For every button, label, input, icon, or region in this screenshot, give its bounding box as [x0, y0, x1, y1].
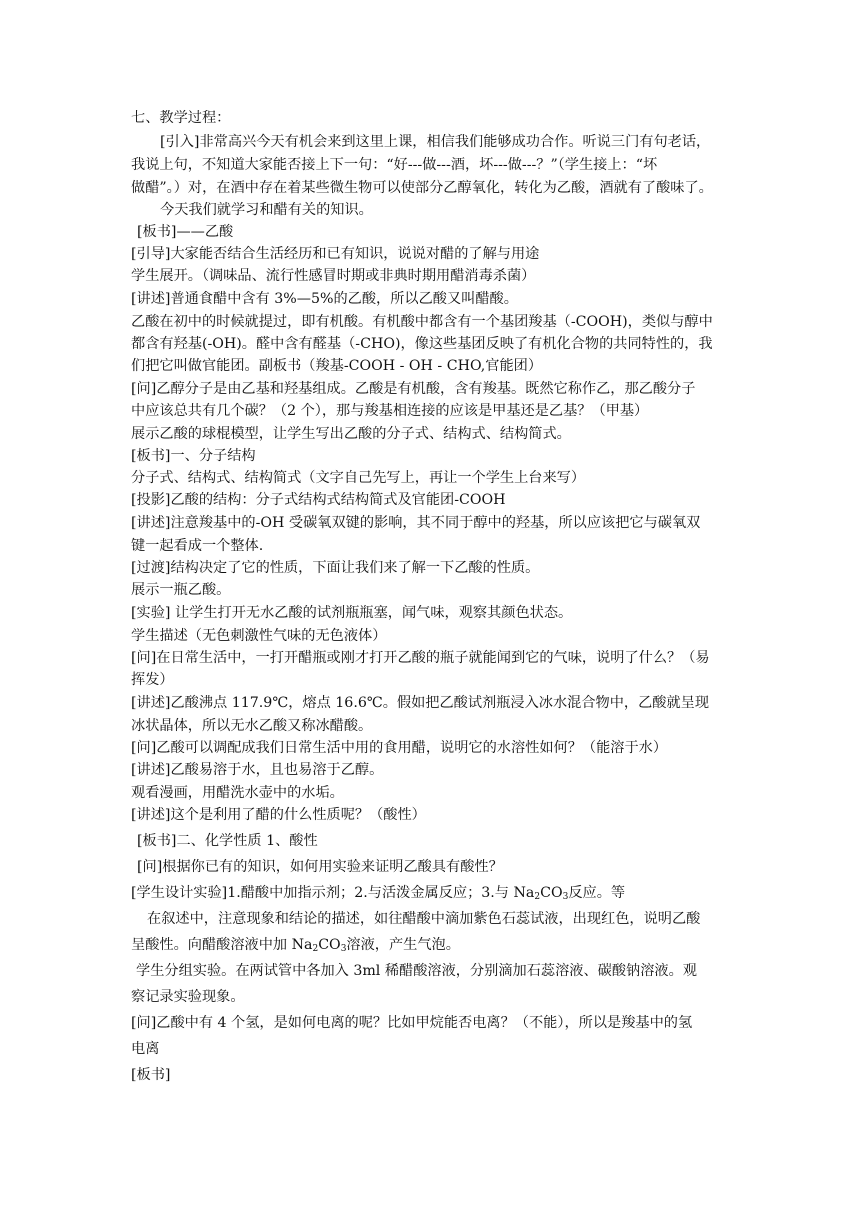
subscript: 2	[312, 944, 319, 954]
paragraph-line: [投影]乙酸的结构：分子式结构式结构简式及官能团-COOH	[131, 492, 506, 508]
text-run: CO	[540, 885, 563, 901]
paragraph-line: 挥发）	[131, 672, 174, 688]
paragraph-line: 观看漫画，用醋洗水壶中的水垢。	[131, 785, 344, 801]
paragraph-line: [板书]	[131, 1067, 171, 1083]
paragraph-line	[131, 935, 741, 955]
paragraph-line: [问]乙醇分子是由乙基和羟基组成。乙酸是有机酸，含有羧基。既然它称作乙，那乙酸分子	[131, 381, 696, 397]
paragraph-line: 们把它叫做官能团。副板书（羧基-COOH - OH - CHO,官能团）	[131, 358, 543, 374]
paragraph-line: 在叙述中，注意现象和结论的描述，如往醋酸中滴加紫色石蕊试液，出现红色，说明乙酸	[147, 911, 701, 927]
paragraph-line: 冰状晶体，所以无水乙酸又称冰醋酸。	[131, 718, 373, 734]
paragraph-line: [讲述]乙酸沸点 117.9℃，熔点 16.6℃。假如把乙酸试剂瓶浸入冰水混合物中，乙酸就呈现	[131, 695, 710, 711]
text-run: 反应。等	[568, 885, 626, 901]
paragraph-line: [引导]大家能否结合生活经历和已有知识，说说对醋的了解与用途	[131, 246, 540, 262]
paragraph-line: [实验] 让学生打开无水乙酸的试剂瓶瓶塞，闻气味，观察其颜色状态。	[131, 605, 573, 621]
paragraph-line: [问]在日常生活中，一打开醋瓶或刚才打开乙酸的瓶子就能闻到它的气味，说明了什么？（易	[131, 650, 710, 666]
paragraph-line: 电离	[131, 1041, 160, 1057]
paragraph-line: 中应该总共有几个碳？（2 个），那与羧基相连接的应该是甲基还是乙基？（甲基）	[131, 403, 649, 419]
paragraph-line: 学生展开。（调味品、流行性感冒时期或非典时期用醋消毒杀菌）	[131, 268, 536, 284]
paragraph-line: [引入]非常高兴今天有机会来到这里上课，相信我们能够成功合作。听说三门有句老话，	[160, 134, 711, 150]
paragraph-line: [问]根据你已有的知识，如何用实验来证明乙酸具有酸性？	[137, 859, 503, 875]
subscript: 2	[534, 892, 541, 902]
paragraph-line: 展示乙酸的球棍模型，让学生写出乙酸的分子式、结构式、结构简式。	[131, 426, 571, 442]
paragraph-line: [讲述]注意羧基中的-OH 受碳氧双键的影响，其不同于醇中的羟基，所以应该把它与碳氧双	[131, 515, 701, 531]
text-run: CO	[318, 937, 341, 953]
subscript: 3	[340, 944, 347, 954]
paragraph-line: 键一起看成一个整体.	[131, 538, 264, 554]
paragraph-line: 我说上句，不知道大家能否接上下一句：“好---做---酒，坏---做---？”（学生接上：“坏	[131, 157, 658, 173]
paragraph-line: [讲述]这个是利用了醋的什么性质呢？（酸性）	[131, 807, 426, 823]
paragraph-line: 分子式、结构式、结构简式（文字自己先写上，再让一个学生上台来写）	[131, 470, 586, 486]
paragraph-line: 乙酸在初中的时候就提过，即有机酸。有机酸中都含有一个基团羧基（-COOH)，类似与醇中	[131, 314, 713, 330]
paragraph-line: 学生分组实验。在两试管中各加入 3ml 稀醋酸溶液，分别滴加石蕊溶液、碳酸钠溶液。观	[136, 963, 697, 979]
text-run: 呈酸性。向醋酸溶液中加 Na	[131, 937, 313, 953]
text-run: 溶液，产生气泡。	[346, 937, 460, 953]
paragraph-line: 学生描述（无色刺激性气味的无色液体）	[131, 628, 387, 644]
paragraph-line: [讲述]乙酸易溶于水，且也易溶于乙醇。	[131, 762, 384, 778]
paragraph-line: [板书]二、化学性质 1、酸性	[137, 833, 318, 849]
paragraph-line: [讲述]普通食醋中含有 3%—5%的乙酸，所以乙酸又叫醋酸。	[131, 291, 518, 307]
paragraph-line: 都含有羟基(-OH)。醛中含有醛基（-CHO)，像这些基团反映了有机化合物的共同特性的，我	[131, 336, 713, 352]
paragraph-line: [板书]一、分子结构	[131, 448, 256, 464]
paragraph-line	[131, 883, 741, 903]
text-run: [学生设计实验]1.醋酸中加指示剂；2.与活泼金属反应；3.与 Na	[131, 885, 535, 901]
section-heading: 七、教学过程：	[131, 110, 231, 126]
paragraph-line: [问]乙酸中有 4 个氢，是如何电离的呢？比如甲烷能否电离？（不能），所以是羧基中的氢	[131, 1015, 693, 1031]
paragraph-line: 做醋”。）对，在酒中存在着某些微生物可以使部分乙醇氧化，转化为乙酸，酒就有了酸味了。	[131, 180, 713, 196]
paragraph-line: 今天我们就学习和醋有关的知识。	[160, 202, 373, 218]
subscript: 3	[562, 892, 569, 902]
paragraph-line: [过渡]结构决定了它的性质，下面让我们来了解一下乙酸的性质。	[131, 560, 540, 576]
paragraph-line: [板书]——乙酸	[137, 224, 234, 240]
paragraph-line: 展示一瓶乙酸。	[131, 582, 231, 598]
paragraph-line: 察记录实验现象。	[131, 989, 245, 1005]
paragraph-line: [问]乙酸可以调配成我们日常生活中用的食用醋，说明它的水溶性如何？（能溶于水）	[131, 740, 668, 756]
